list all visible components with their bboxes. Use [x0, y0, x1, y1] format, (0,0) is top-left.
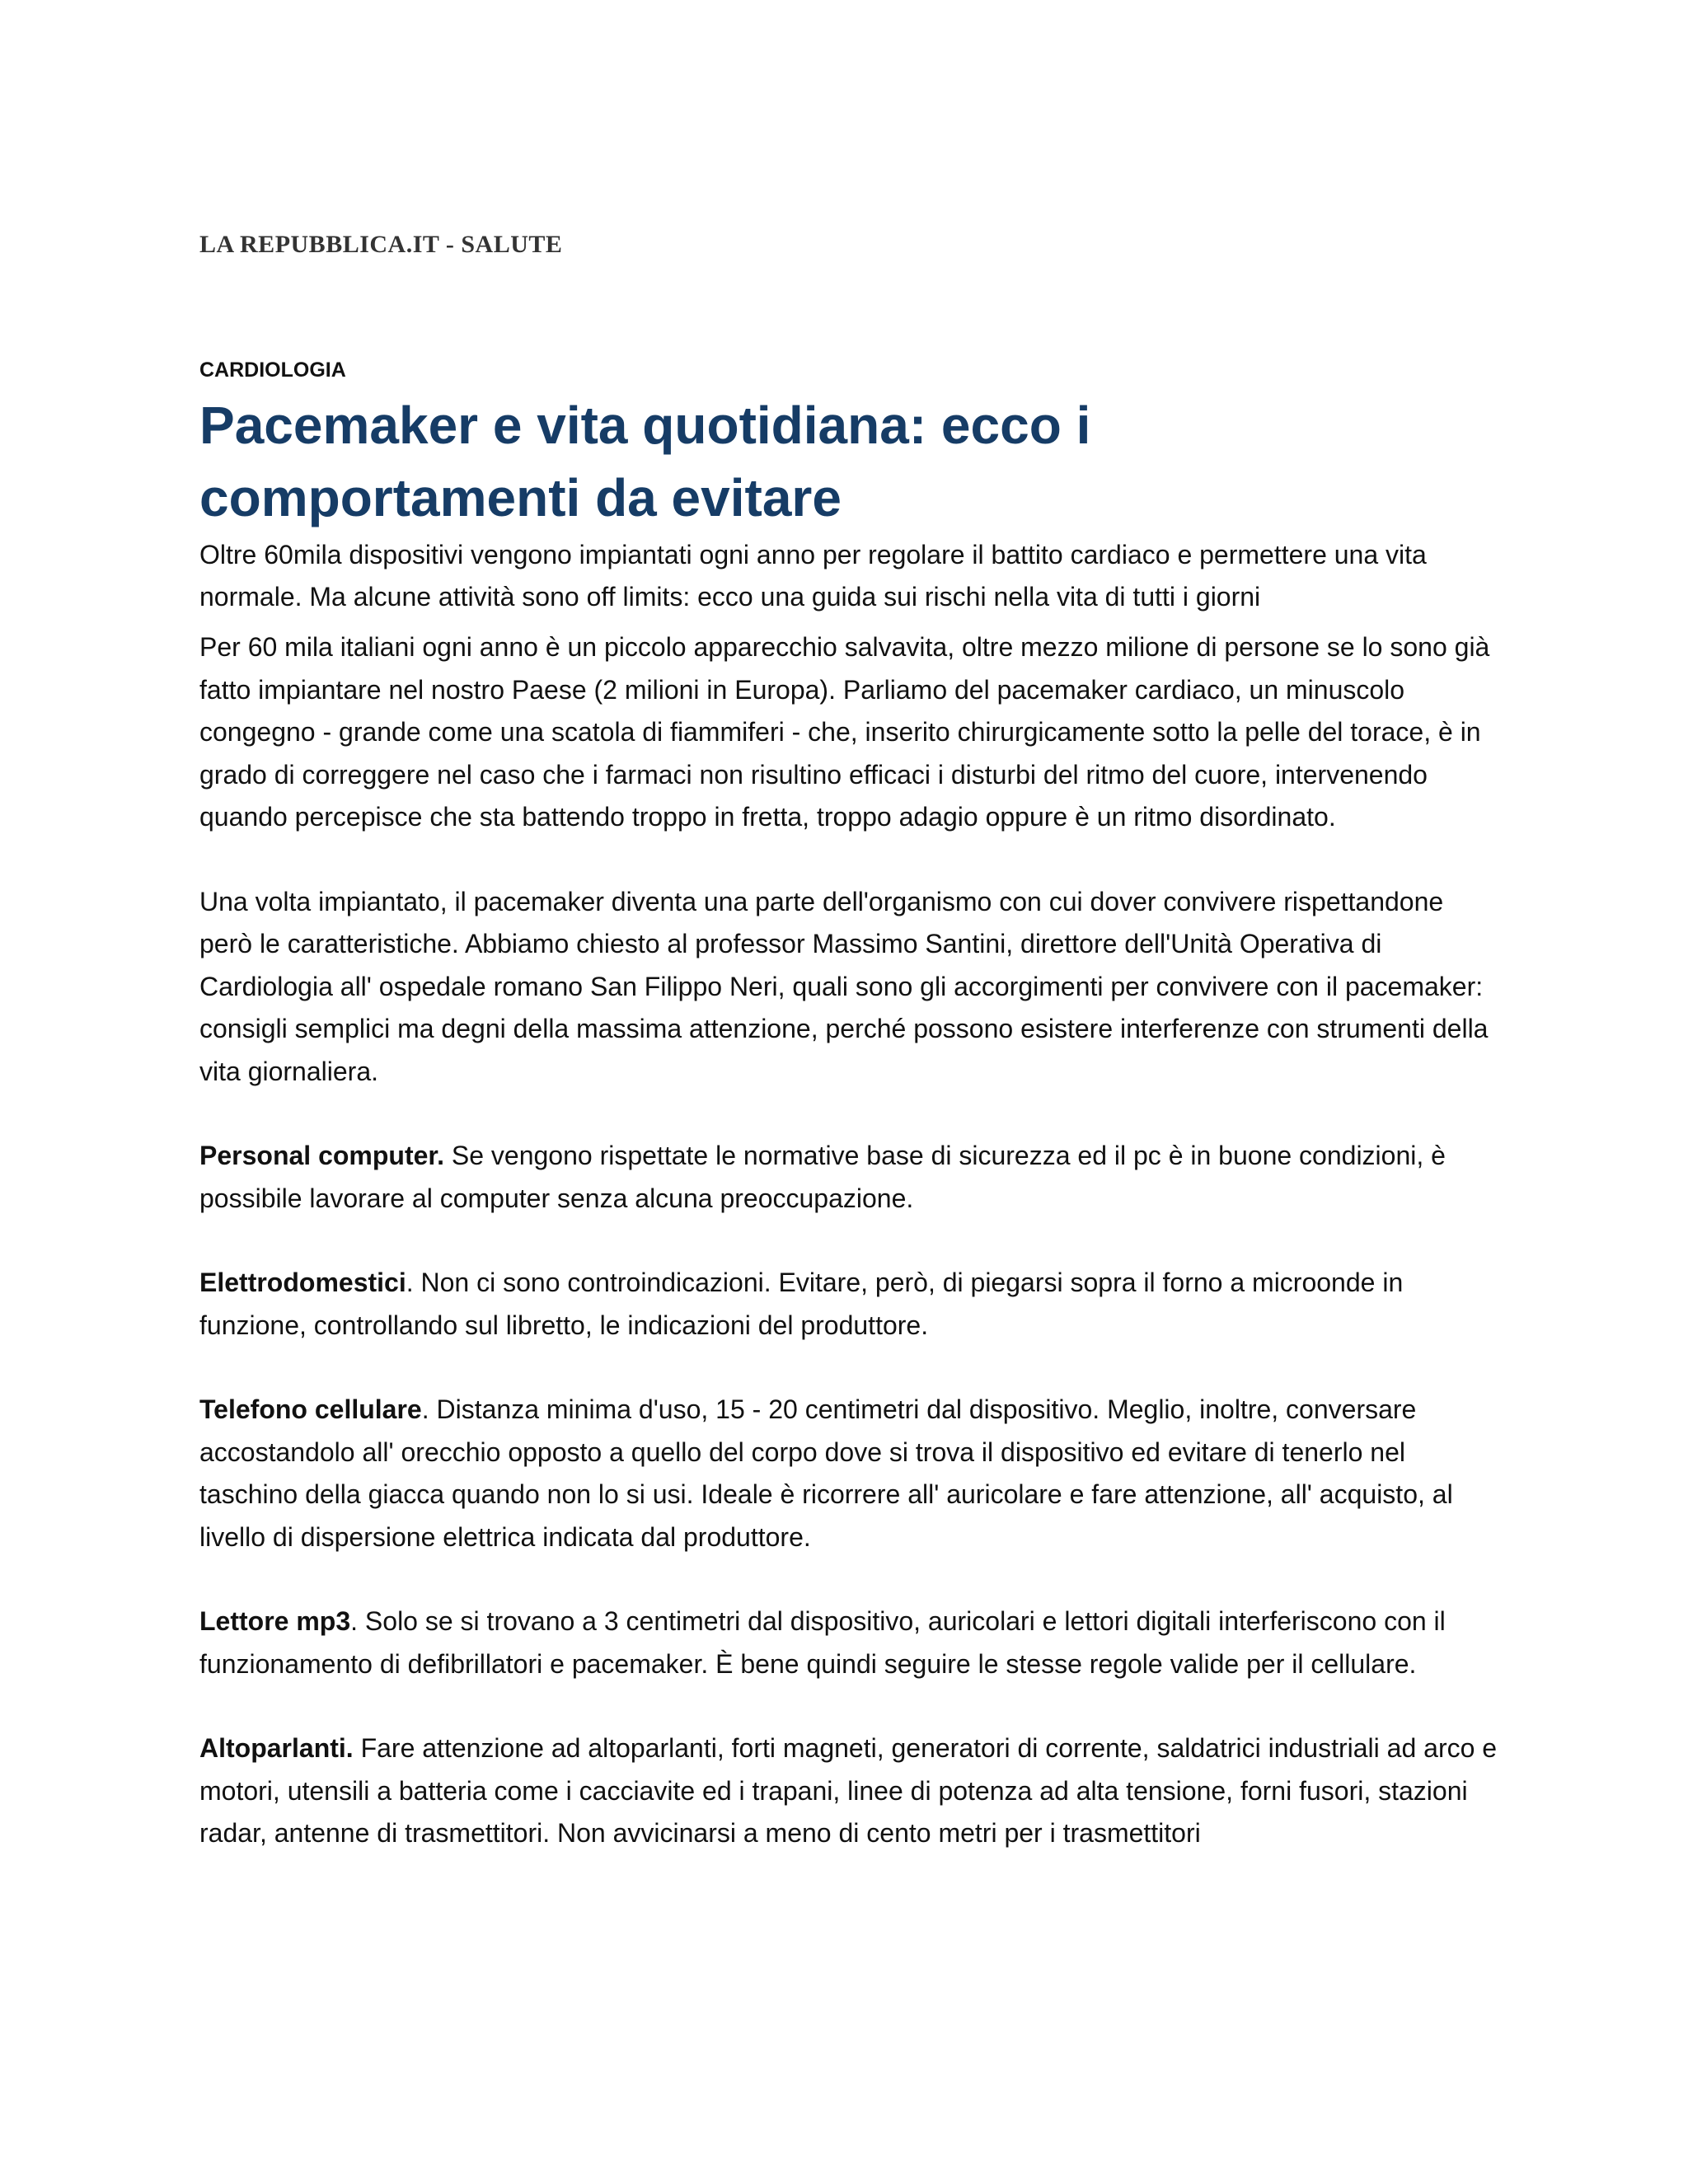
- item-term: Telefono cellulare: [199, 1394, 422, 1424]
- item-elettrodomestici: [199, 1262, 1502, 1347]
- second-paragraph: Una volta impiantato, il pacemaker diventa una parte dell'organismo con cui dover convivere rispettandone però le caratteristiche. Abbiamo chiesto al professor Massimo Santini, direttore dell'Unità Operativa di Cardiologia all' ospedale romano San Filippo Neri, quali sono gli accorgimenti per convivere con il pacemaker: consigli semplici ma degni della massima attenzione, perché possono esistere interferenze con strumenti della vita giornaliera.: [199, 886, 1489, 1086]
- article-headline: Pacemaker e vita quotidiana: ecco i comportamenti da evitare: [199, 396, 1091, 527]
- article-summary: Oltre 60mila dispositivi vengono impiantati ogni anno per regolare il battito cardiaco e permettere una vita normale. Ma alcune attività sono off limits: ecco una guida sui rischi nella vita di tutti i giorni: [199, 540, 1427, 612]
- item-text: . Solo se si trovano a 3 centimetri dal dispositivo, auricolari e lettori digitali interferiscono con il funzionamento di defibrillatori e pacemaker. È bene quindi seguire le stesse regole valide per il cellulare.: [199, 1606, 1446, 1679]
- item-text: Fare attenzione ad altoparlanti, forti magneti, generatori di corrente, saldatrici industriali ad arco e motori, utensili a batteria come i cacciavite ed i trapani, linee di potenza ad alta tensione, forni fusori, stazioni radar, antenne di trasmettitori. Non avvicinarsi a meno di cento metri per i trasmettitori: [199, 1733, 1498, 1848]
- article: [199, 358, 1502, 1855]
- publication-masthead: LA REPUBBLICA.IT - SALUTE: [199, 231, 563, 258]
- item-term: Altoparlanti.: [199, 1733, 354, 1763]
- item-personal-computer: [199, 1135, 1502, 1220]
- item-term: Elettrodomestici: [199, 1268, 406, 1297]
- item-text: Se vengono rispettate le normative base di sicurezza ed il pc è in buone condizioni, è possibile lavorare al computer senza alcuna preoccupazione.: [199, 1141, 1446, 1213]
- item-text: . Distanza minima d'uso, 15 - 20 centimetri dal dispositivo. Meglio, inoltre, conversare accostandolo all' orecchio opposto a quello del corpo dove si trova il dispositivo ed evitare di tenerlo nel taschino della giacca quando non lo si usi. Ideale è ricorrere all' auricolare e fare attenzione, all' acquisto, al livello di dispersione elettrica indicata dal produttore.: [199, 1394, 1453, 1552]
- item-text: . Non ci sono controindicazioni. Evitare, però, di piegarsi sopra il forno a microonde in funzione, controllando sul libretto, le indicazioni del produttore.: [199, 1268, 1404, 1340]
- section-kicker: CARDIOLOGIA: [199, 359, 346, 382]
- intro-paragraph: Per 60 mila italiani ogni anno è un piccolo apparecchio salvavita, oltre mezzo milione di persone se lo sono già fatto impiantare nel nostro Paese (2 milioni in Europa). Parliamo del pacemaker cardiaco, un minuscolo congegno - grande come una scatola di fiammiferi - che, inserito chirurgicamente sotto la pelle del torace, è in grado di correggere nel caso che i farmaci non risultino efficaci i disturbi del ritmo del cuore, intervenendo quando percepisce che sta battendo troppo in fretta, troppo adagio oppure è un ritmo disordinato.: [199, 632, 1490, 832]
- item-term: Lettore mp3: [199, 1606, 351, 1636]
- item-lettore-mp3: [199, 1601, 1502, 1685]
- item-term: Personal computer.: [199, 1141, 444, 1170]
- item-telefono-cellulare: [199, 1389, 1502, 1558]
- item-altoparlanti: [199, 1727, 1502, 1855]
